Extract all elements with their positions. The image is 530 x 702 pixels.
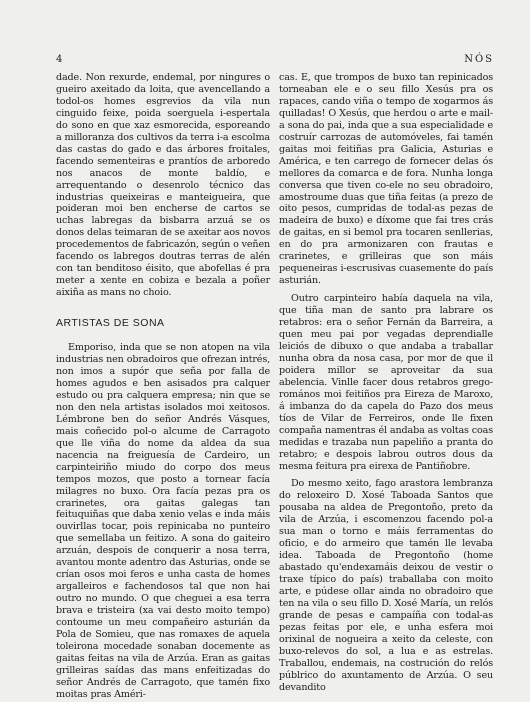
running-title: NÓS — [464, 54, 494, 65]
paragraph-continued-right: cas. E, que trompos de buxo tan repinicados torneaban ele e o seu fillo Xesús pra os rapaces, cando viña o tempo de xogarmos ás quilladas! O Xesús, que herdou o arte e mail-a sona do pai, inda que a sua especialidade e costruír carrozas de automóveles, fai tamén gaitas moi feitiñas pra Galicia, Asturias e América, e ten carrego de fornecer delas ós mellores da comarca e de fora. Nunha longa conversa que tiven co-ele no seu obradoiro, amostroume duas que tiña feitas (a prezo de oito pesos, cumpridas de todal-as pezas de madeira de buxo) e díxome que fai tres crás de gaitas, en si bemol pra tocaren senllerias, en do pra armonizaren con frautas e crarinetes, e grilleiras que son máis pequeneiras i-escrusivas cuasemente do país asturián. — [279, 72, 493, 287]
paragraph-taboada: Do mesmo xeito, fago arastora lembranza do reloxeiro D. Xosé Taboada Santos que pousaba na aldea de Pregontoño, preto da vila de Arzúa, i escomenzou facendo pol-a sua man o torno e máis ferramentas do oficio, e do armeiro que tamén lle levaba idea. Taboada de Pregontoño (home abastado qu'endexamáis deixou de vestir o traxe típico do país) traballaba con moito arte, e púdese ollar ainda no obradoiro que ten na vila o seu fillo D. Xosé María, un relós grande de pesas e campaíña con todal-as pezas feitas por ele, e unha esfera moi orixinal de nogueira a xeito da celeste, con buxo-relevos do sol, a lua e as estrelas. Traballou, endemais, na costrución do relós públrico do axuntamento de Arzúa. O seu devandito — [279, 478, 493, 693]
paragraph-barreira: Outro carpinteiro había daquela na vila, que tiña man de santo pra labrare os retabros: era o señor Fernán da Barreira, a quen meu pai por vegadas deprendialle leiciós de dibuxo o que andaba a traballar nunha obra da nosa casa, por mor de que il poidera millor se aproveitar da sua abelencia. Vinlle facer dous retabros grego-romános moi feitiños pra Eireza de Maroxo, á imbanza do da capela do Pazo dos meus tíos de Vilar de Ferreiros, onde lle fixen compaña namentras él andaba as voltas coas medidas e trazaba nun papeliño a pranta do retabro; e despois labrou outros dous da mesma feitura pra eirexa de Pantiñobre. — [279, 293, 493, 472]
section-heading: ARTISTAS DE SONA — [56, 317, 165, 330]
right-column — [279, 72, 493, 694]
left-column — [56, 72, 270, 701]
paragraph-artists: Emporiso, inda que se non atopen na vila industrias nen obradoiros que ofrezan intrés, non imos a supór que seña por falla de homes agudos e ben asisados pra calquer estudo ou pra calquera empresa; nin que se non den nela artistas isolados moi xeitosos. Lémbrone ben do señor Andrés Vásques, mais coñecido pol-o alcume de Carragoto que lle viña do nome da aldea da sua nacencia na freiguesía de Cardeiro, un carpinteiriño miudo do corpo dos meus tempos mozos, que posto a tornear facía milagres no buxo. Ora facía pezas pra os crarinetes, ora gaitas galegas tan feituquiñas que daba xenio velas e inda máis ouvirllas tocar, pois repinicaba no punteiro que semellaba un feitizo. A sona do gaiteiro arzuán, despois de conquerir a nosa terra, avantou monte adentro das Asturias, onde se crían osos moi feros e unha casta de homes argalleiros e fachendosos tal que non hai outro no mundo. O que cheguei a esa terra brava e tristeira (xa vai desto moito tempo) contoume un meu compañeiro asturián da Pola de Somieu, que nas romaxes de aquela toleirona mocedade sonaban docemente as gaitas feitas na vila de Arzúa. Eran as gaitas grilleiras saídas das mans enfeitizadas do señor Andrés de Carragoto, que tamén fixo moitas pras Améri- — [56, 342, 270, 700]
page-number: 4 — [56, 54, 64, 65]
paragraph-continued: dade. Non rexurde, endemal, por ningures o gueiro axeitado da loita, que avencellando a todol-os homes esgrevios da vila nun cinguido feixe, poida soerguela i-espertala do sono en que xaz esmorecida, esporeando a milloranza dos cultivos da terra i-a escolma das castas do gado e das árbores froitales, facendo sementeiras e prantíos de arboredo nos anacos de monte baldío, e arrequentando o desenrolo técnico das industrias queixeiras e manteigueira, que poideran moi ben encherse de cartos se uchas labregas da bisbarra arzuá se os donos delas teimaran de se axeitar aos novos procedementos de fabricazón, según o veñen facendo os labregos doutras terras de alén con tan benditoso éisito, que abofellas é pra meter a xente en cobiza e bezala a poñer aixiña as mans no choio. — [56, 72, 270, 299]
